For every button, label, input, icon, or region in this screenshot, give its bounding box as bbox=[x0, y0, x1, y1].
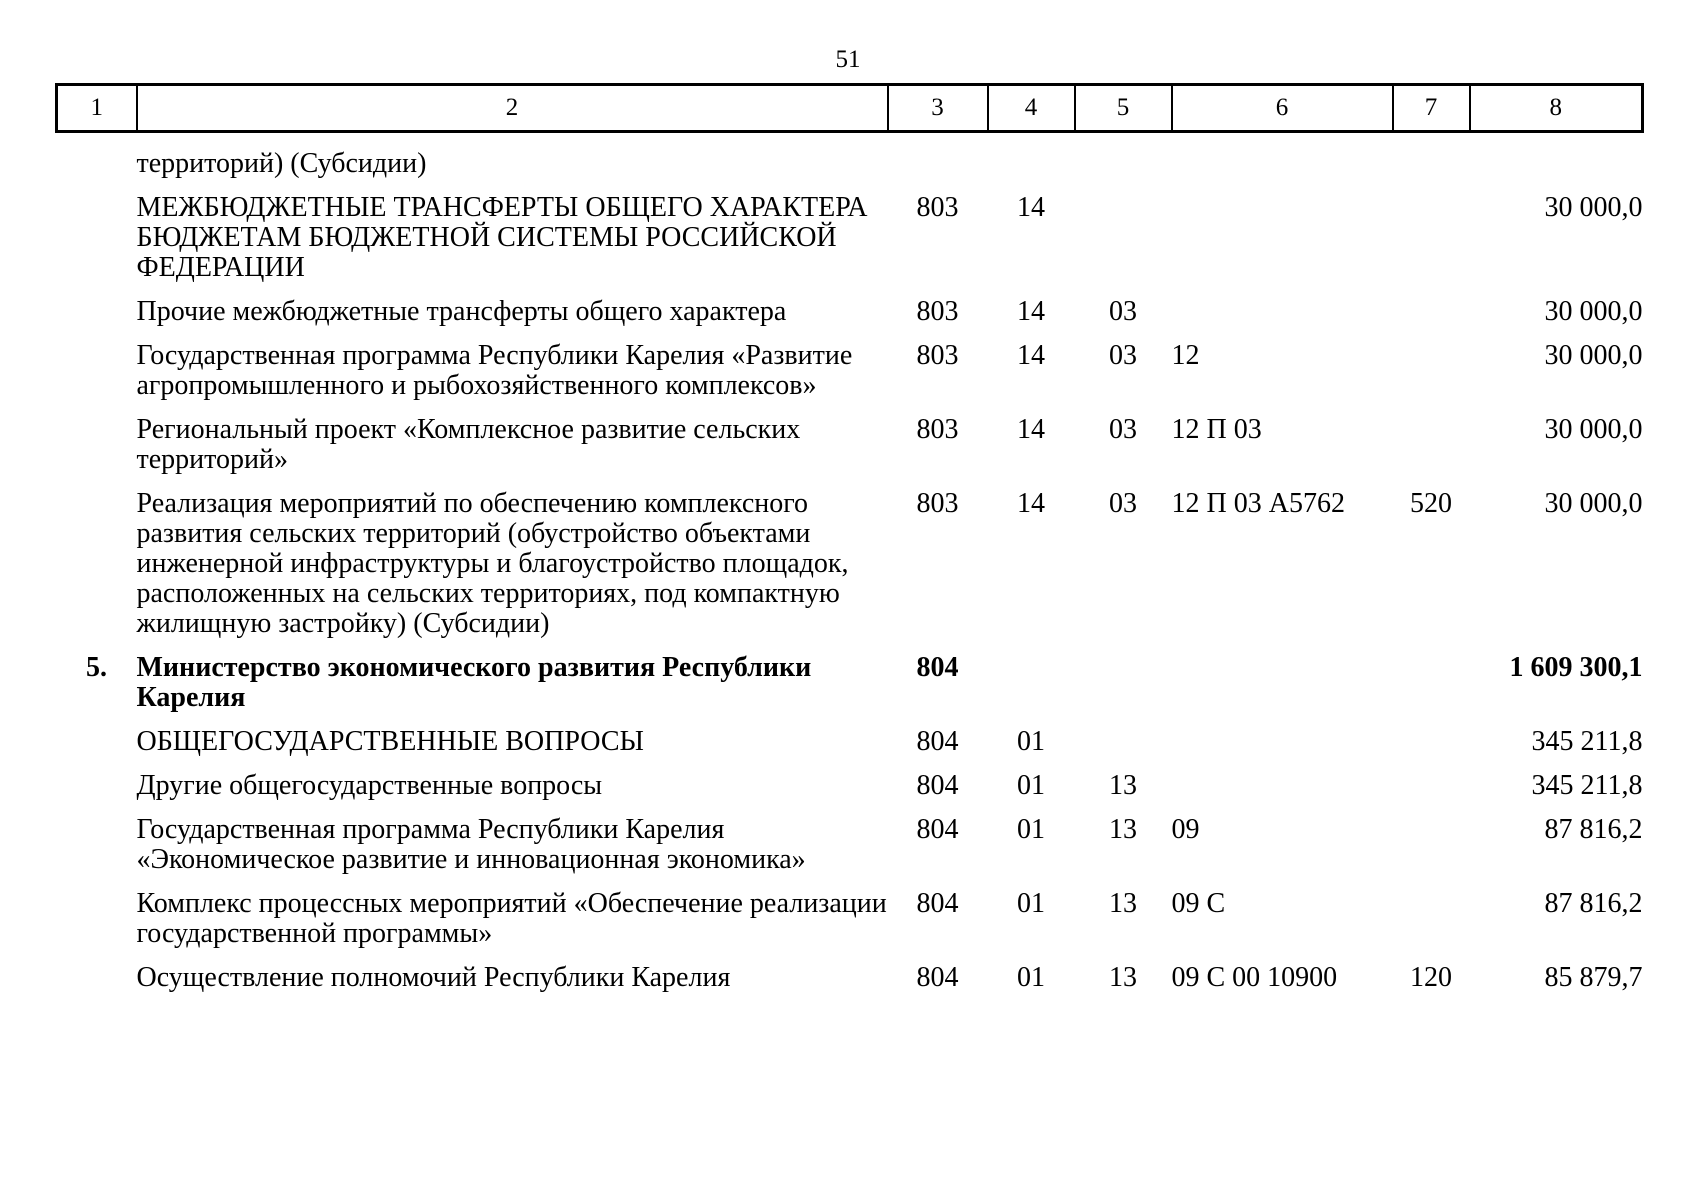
row-number-cell bbox=[57, 297, 137, 341]
target-article-cell bbox=[1172, 132, 1393, 194]
target-article-cell bbox=[1172, 727, 1393, 771]
table-body bbox=[57, 132, 1643, 1008]
table-row bbox=[57, 341, 1643, 415]
podrazdel-code-cell: 13 bbox=[1109, 770, 1137, 801]
table-row bbox=[57, 297, 1643, 341]
target-article-cell bbox=[1172, 193, 1393, 297]
grbs-code-cell: 804 bbox=[916, 726, 959, 757]
grbs-code-cell: 804 bbox=[916, 652, 959, 683]
amount-cell: 345 211,8 bbox=[1531, 726, 1643, 757]
podrazdel-code-cell bbox=[1075, 727, 1172, 771]
table-header bbox=[57, 85, 1643, 132]
expense-type-cell bbox=[1393, 415, 1470, 489]
podrazdel-code-cell: 03 bbox=[1109, 296, 1137, 327]
table-row bbox=[57, 489, 1643, 653]
table-row bbox=[57, 889, 1643, 963]
column-header-3: 3 bbox=[888, 85, 988, 132]
razdel-code-cell: 01 bbox=[1017, 888, 1045, 919]
table-row bbox=[57, 771, 1643, 815]
amount-cell: 85 879,7 bbox=[1544, 962, 1643, 993]
row-number-cell bbox=[57, 727, 137, 771]
podrazdel-code-cell bbox=[1075, 193, 1172, 297]
row-number-cell bbox=[57, 963, 137, 1007]
expense-type-cell bbox=[1393, 132, 1470, 194]
podrazdel-code-cell bbox=[1075, 653, 1172, 727]
description-cell: Прочие межбюджетные трансферты общего характера bbox=[136, 296, 787, 327]
column-header-5: 5 bbox=[1075, 85, 1172, 132]
target-article-cell bbox=[1172, 297, 1393, 341]
podrazdel-code-cell: 03 bbox=[1109, 488, 1137, 519]
target-article-cell bbox=[1172, 771, 1393, 815]
grbs-code-cell: 803 bbox=[916, 296, 959, 327]
table-row bbox=[57, 132, 1643, 194]
column-header-6: 6 bbox=[1172, 85, 1393, 132]
grbs-code-cell: 803 bbox=[916, 192, 959, 223]
amount-cell: 30 000,0 bbox=[1544, 340, 1643, 371]
column-header-4: 4 bbox=[988, 85, 1075, 132]
razdel-code-cell: 01 bbox=[1017, 770, 1045, 801]
grbs-code-cell: 804 bbox=[916, 962, 959, 993]
expense-type-cell bbox=[1393, 815, 1470, 889]
description-cell: Другие общегосударственные вопросы bbox=[136, 770, 603, 801]
amount-cell: 87 816,2 bbox=[1544, 814, 1643, 845]
row-number-cell: 5. bbox=[86, 652, 107, 683]
description-cell: МЕЖБЮДЖЕТНЫЕ ТРАНСФЕРТЫ ОБЩЕГО ХАРАКТЕРА БЮДЖЕТАМ БЮДЖЕТНОЙ СИСТЕМЫ РОССИЙСКОЙ ФЕДЕРАЦИИ bbox=[136, 192, 868, 283]
target-article-cell: 09 bbox=[1171, 814, 1200, 845]
razdel-code-cell: 14 bbox=[1017, 340, 1045, 371]
razdel-code-cell: 01 bbox=[1017, 726, 1045, 757]
table-row bbox=[57, 193, 1643, 297]
grbs-code-cell bbox=[888, 132, 988, 194]
table-row bbox=[57, 653, 1643, 727]
grbs-code-cell: 803 bbox=[916, 340, 959, 371]
expense-type-cell: 120 bbox=[1410, 962, 1452, 993]
row-number-cell bbox=[57, 341, 137, 415]
table-row bbox=[57, 963, 1643, 1007]
description-cell: Реализация мероприятий по обеспечению комплексного развития сельских территорий (обустройство объектами инженерной инфраструктуры и благоустройство площадок, расположенных на сельских территориях, под компактную жилищную застройку) (Субсидии) bbox=[136, 488, 849, 639]
amount-cell: 30 000,0 bbox=[1544, 488, 1643, 519]
table-header-row bbox=[57, 85, 1643, 132]
page-number: 51 bbox=[835, 46, 861, 73]
expense-type-cell bbox=[1393, 297, 1470, 341]
amount-cell: 87 816,2 bbox=[1544, 888, 1643, 919]
description-cell: Осуществление полномочий Республики Карелия bbox=[136, 962, 731, 993]
row-number-cell bbox=[57, 771, 137, 815]
grbs-code-cell: 804 bbox=[916, 770, 959, 801]
description-cell: Региональный проект «Комплексное развитие сельских территорий» bbox=[136, 414, 801, 475]
razdel-code-cell bbox=[988, 132, 1075, 194]
row-number-cell bbox=[57, 489, 137, 653]
razdel-code-cell: 01 bbox=[1017, 814, 1045, 845]
column-header-7: 7 bbox=[1393, 85, 1470, 132]
razdel-code-cell bbox=[988, 653, 1075, 727]
podrazdel-code-cell: 13 bbox=[1109, 814, 1137, 845]
row-number-cell bbox=[57, 415, 137, 489]
description-cell: ОБЩЕГОСУДАРСТВЕННЫЕ ВОПРОСЫ bbox=[136, 726, 644, 757]
podrazdel-code-cell: 03 bbox=[1109, 340, 1137, 371]
amount-cell: 1 609 300,1 bbox=[1509, 652, 1643, 683]
description-cell: Комплекс процессных мероприятий «Обеспечение реализации государственной программы» bbox=[136, 888, 887, 949]
expense-type-cell bbox=[1393, 771, 1470, 815]
row-number-cell bbox=[57, 132, 137, 194]
column-header-8: 8 bbox=[1470, 85, 1643, 132]
row-number-cell bbox=[57, 193, 137, 297]
row-number-cell bbox=[57, 889, 137, 963]
amount-cell: 30 000,0 bbox=[1544, 192, 1643, 223]
target-article-cell: 12 П 03 А5762 bbox=[1171, 488, 1345, 519]
razdel-code-cell: 14 bbox=[1017, 192, 1045, 223]
target-article-cell: 09 С bbox=[1171, 888, 1226, 919]
target-article-cell: 12 bbox=[1171, 340, 1200, 371]
razdel-code-cell: 14 bbox=[1017, 488, 1045, 519]
grbs-code-cell: 803 bbox=[916, 414, 959, 445]
target-article-cell: 09 С 00 10900 bbox=[1171, 962, 1338, 993]
podrazdel-code-cell: 03 bbox=[1109, 414, 1137, 445]
grbs-code-cell: 803 bbox=[916, 488, 959, 519]
description-cell: территорий) (Субсидии) bbox=[136, 148, 427, 179]
razdel-code-cell: 14 bbox=[1017, 414, 1045, 445]
row-number-cell bbox=[57, 815, 137, 889]
razdel-code-cell: 14 bbox=[1017, 296, 1045, 327]
expense-type-cell bbox=[1393, 727, 1470, 771]
expense-type-cell bbox=[1393, 653, 1470, 727]
grbs-code-cell: 804 bbox=[916, 814, 959, 845]
expense-type-cell bbox=[1393, 193, 1470, 297]
grbs-code-cell: 804 bbox=[916, 888, 959, 919]
razdel-code-cell: 01 bbox=[1017, 962, 1045, 993]
expense-type-cell bbox=[1393, 341, 1470, 415]
description-cell: Государственная программа Республики Карелия «Развитие агропромышленного и рыбохозяйственного комплексов» bbox=[136, 340, 853, 401]
amount-cell bbox=[1470, 132, 1643, 194]
budget-table bbox=[55, 83, 1644, 1007]
podrazdel-code-cell bbox=[1075, 132, 1172, 194]
podrazdel-code-cell: 13 bbox=[1109, 962, 1137, 993]
expense-type-cell bbox=[1393, 889, 1470, 963]
table-row bbox=[57, 415, 1643, 489]
target-article-cell: 12 П 03 bbox=[1171, 414, 1262, 445]
description-cell: Министерство экономического развития Республики Карелия bbox=[136, 652, 812, 713]
podrazdel-code-cell: 13 bbox=[1109, 888, 1137, 919]
amount-cell: 345 211,8 bbox=[1531, 770, 1643, 801]
column-header-1: 1 bbox=[57, 85, 137, 132]
amount-cell: 30 000,0 bbox=[1544, 296, 1643, 327]
expense-type-cell: 520 bbox=[1410, 488, 1452, 519]
table-row bbox=[57, 727, 1643, 771]
column-header-2: 2 bbox=[137, 85, 888, 132]
target-article-cell bbox=[1172, 653, 1393, 727]
table-row bbox=[57, 815, 1643, 889]
description-cell: Государственная программа Республики Карелия «Экономическое развитие и инновационная экономика» bbox=[136, 814, 806, 875]
amount-cell: 30 000,0 bbox=[1544, 414, 1643, 445]
